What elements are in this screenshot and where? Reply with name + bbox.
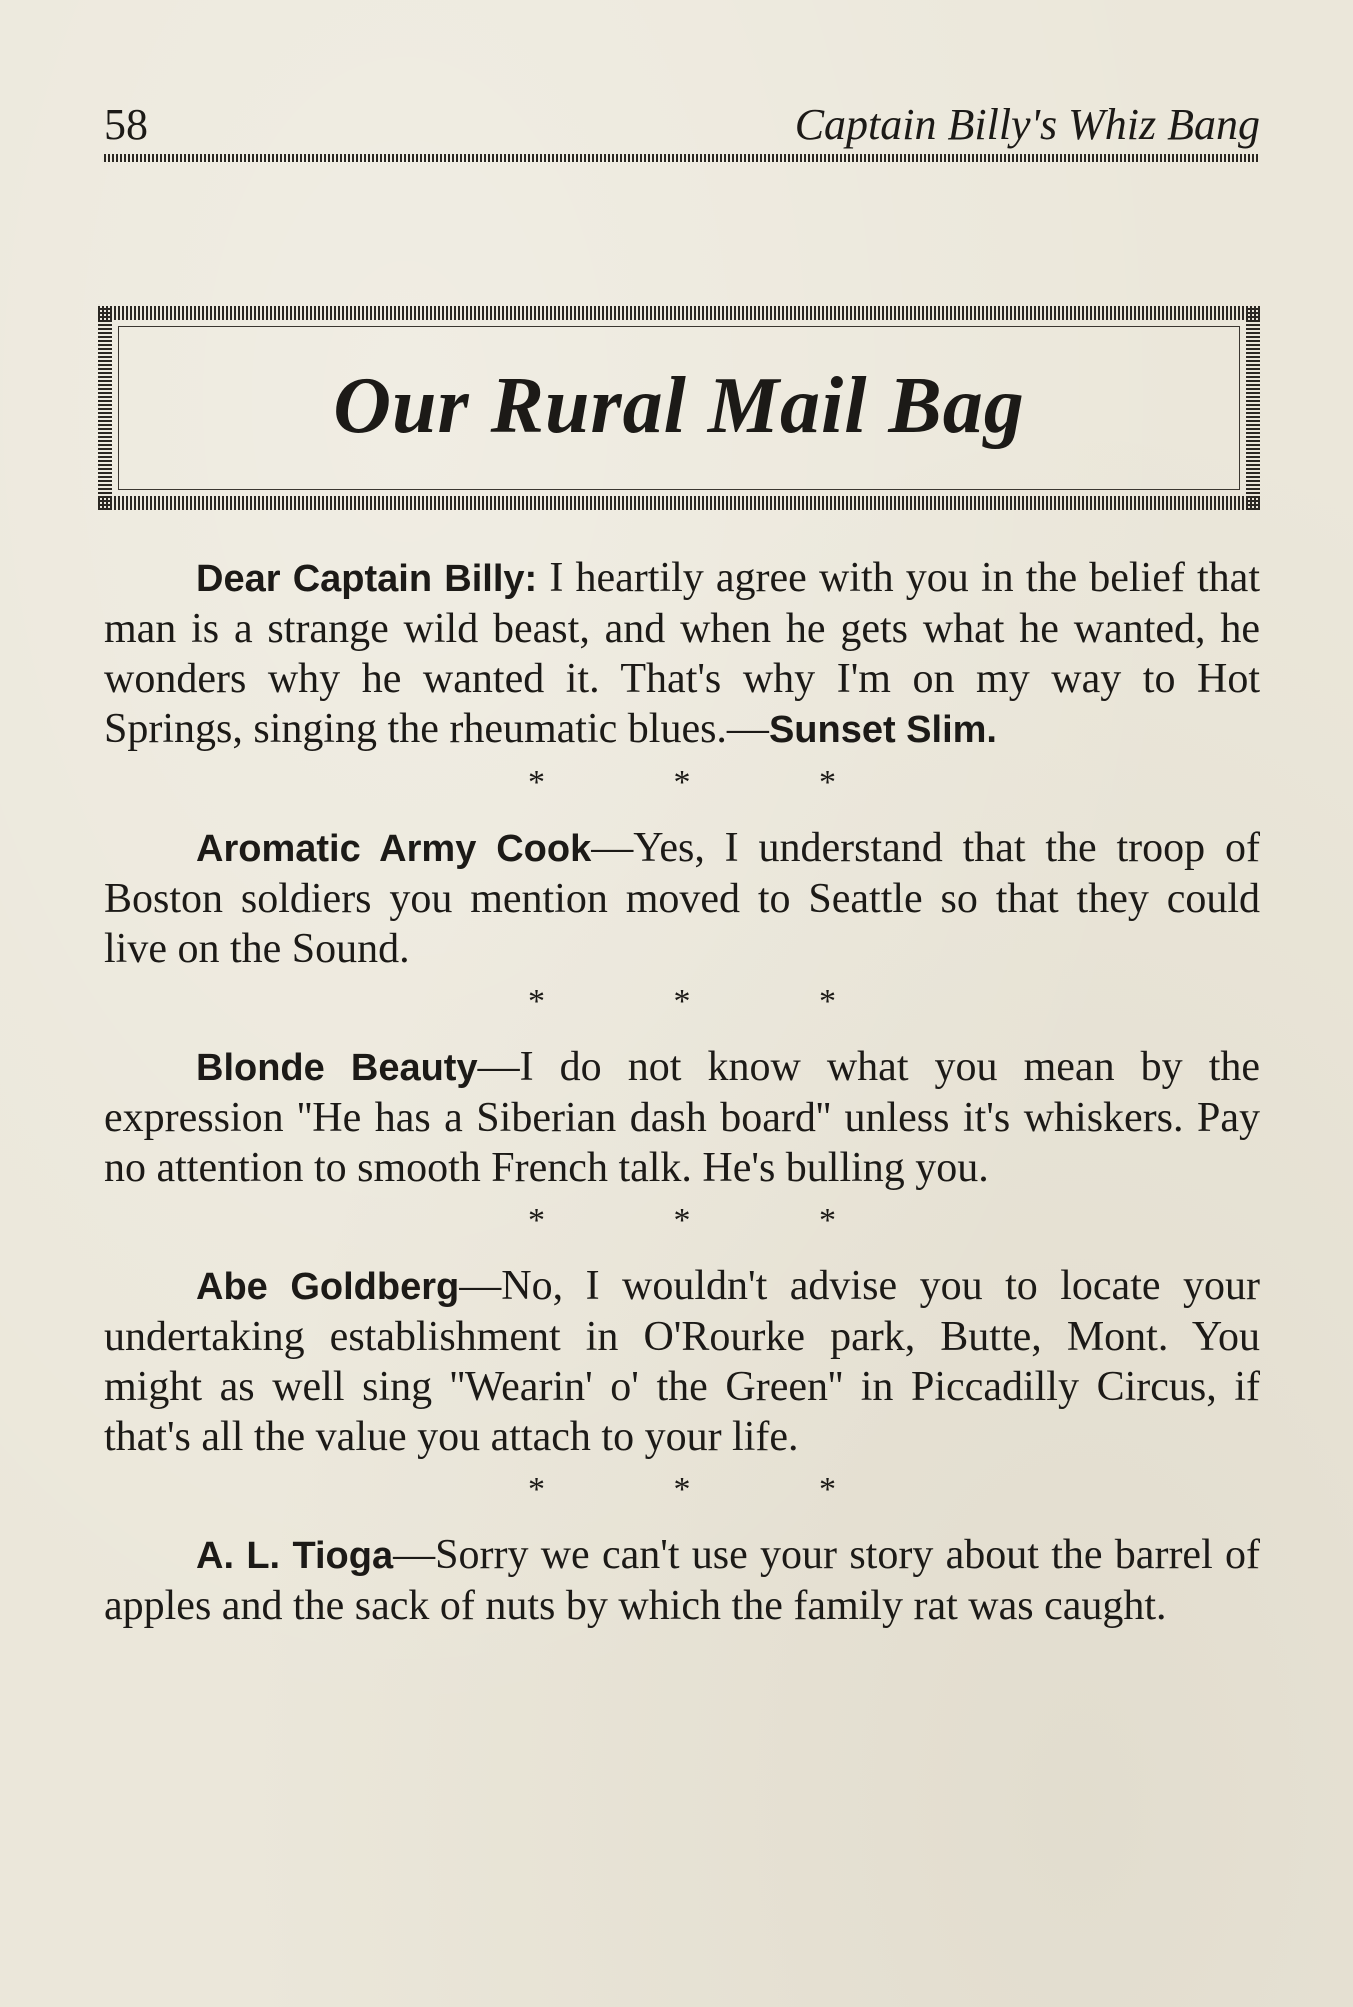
- letter-text: —Yes, I understand that the troop of Boston soldiers you mention moved to Seattle so that they could live on the Sound.: [104, 825, 1260, 972]
- letter-signature: Sunset Slim.: [768, 709, 997, 751]
- page-header: [104, 96, 1260, 156]
- section-separator: * * *: [528, 1202, 896, 1239]
- letter-entry: [104, 1042, 1260, 1193]
- letter-entry: [104, 823, 1260, 974]
- letter-text: —Sorry we can't use your story about the barrel of apples and the sack of nuts by which the family rat was caught.: [104, 1532, 1261, 1629]
- letter-name: Abe Goldberg: [196, 1266, 460, 1308]
- article-body: [104, 553, 1260, 1631]
- title-box: [98, 306, 1260, 510]
- page-number: 58: [104, 100, 148, 149]
- title-box-border-top: [98, 306, 1260, 320]
- letter-name: Blonde Beauty: [196, 1047, 478, 1089]
- section-separator: * * *: [528, 1471, 896, 1508]
- letter-name: A. L. Tioga: [196, 1535, 394, 1577]
- letter-name: Dear Captain Billy:: [196, 558, 538, 600]
- section-separator: * * *: [528, 983, 896, 1020]
- letter-text: I heartily agree with you in the belief that man is a strange wild beast, and when he gets what he wanted, he wonders why he wanted it. That's why I'm on my way to Hot Springs, singing the rheumatic blues.—: [104, 555, 1260, 752]
- letter-text: —No, I wouldn't advise you to locate your undertaking establishment in O'Rourke park, Butte, Mont. You might as well sing ''Wearin' o' the Green'' in Piccadilly Circus, if that's all the value you attach to your life.: [104, 1263, 1260, 1460]
- header-rule: [104, 154, 1260, 162]
- letter-name: Aromatic Army Cook: [196, 828, 592, 870]
- letter-entry: [104, 1261, 1260, 1462]
- letter-entry: [104, 1530, 1260, 1631]
- title-box-border-bottom: [98, 496, 1260, 510]
- section-separator: * * *: [528, 764, 896, 801]
- running-title: Captain Billy's Whiz Bang: [794, 100, 1260, 149]
- letter-text: —I do not know what you mean by the expression ''He has a Siberian dash board'' unless it's whiskers. Pay no attention to smooth French talk. He's bulling you.: [104, 1044, 1260, 1191]
- letter-entry: [104, 553, 1260, 755]
- section-title: Our Rural Mail Bag: [333, 362, 1025, 450]
